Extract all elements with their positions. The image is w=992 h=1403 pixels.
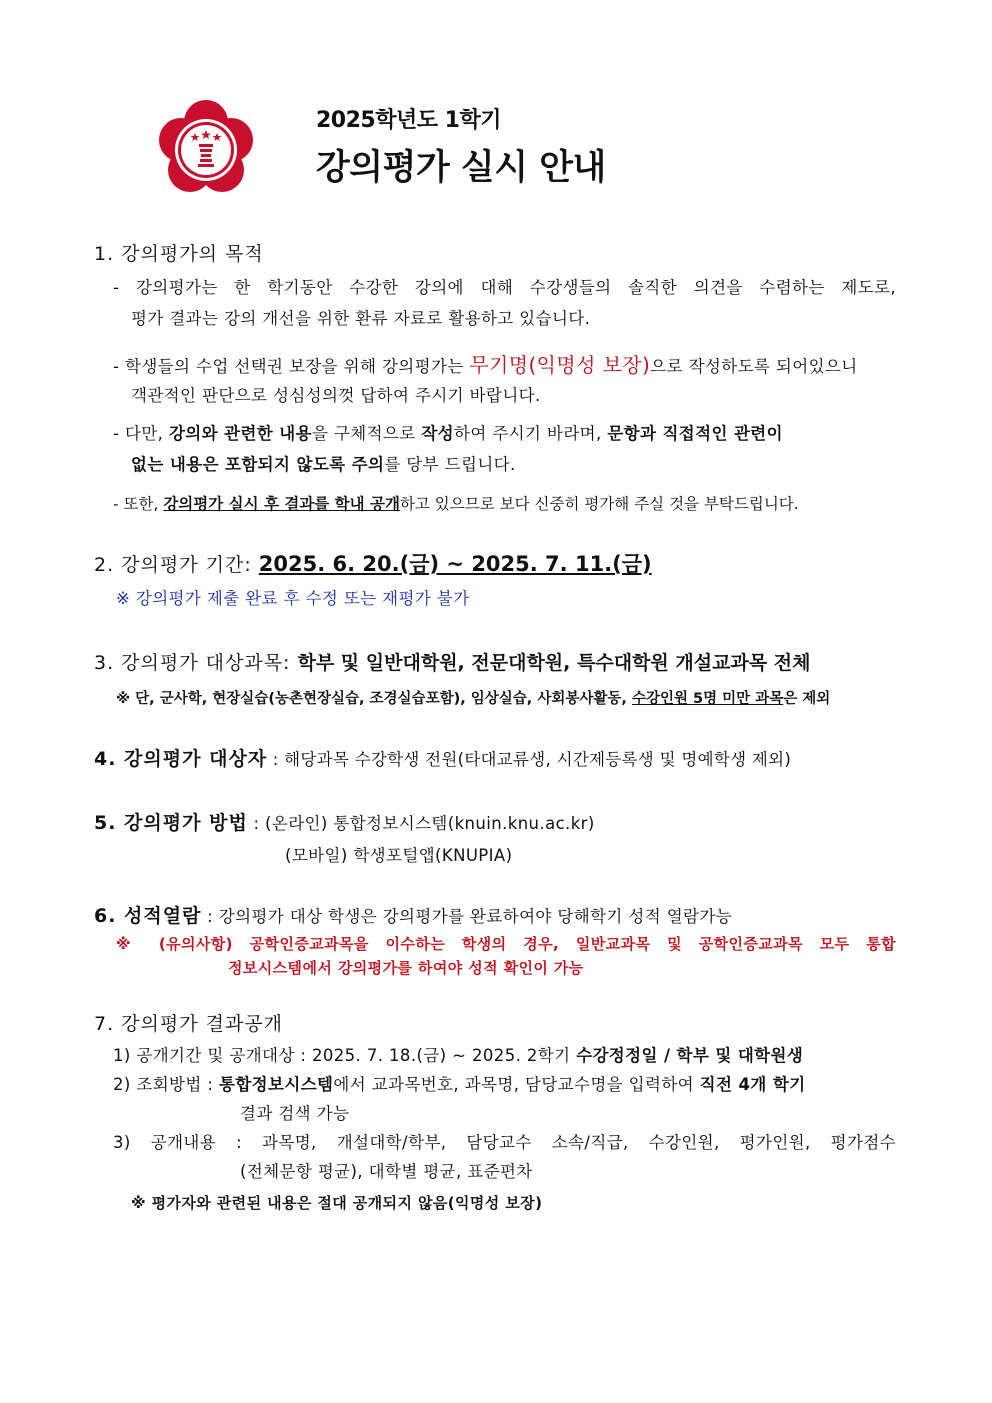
- s7-item-2-line-2: 결과 검색 가능: [240, 1104, 350, 1123]
- s1-bullet-2-line-1: - 학생들의 수업 선택권 보장을 위해 강의평가는 무기명(익명성 보장)으로 작성하도록 되어있으니: [113, 353, 858, 377]
- section-6-heading: 6. 성적열람 : 강의평가 대상 학생은 강의평가를 완료하여야 당해학기 성적 열람가능: [94, 905, 733, 927]
- s7-note: ※ 평가자와 관련된 내용은 절대 공개되지 않음(익명성 보장): [131, 1194, 543, 1212]
- section-5-heading: 5. 강의평가 방법 : (온라인) 통합정보시스템(knuin.knu.ac.kr): [94, 812, 595, 834]
- section-7-heading: 7. 강의평가 결과공개: [94, 1013, 284, 1035]
- s1-bullet-4: - 또한, 강의평가 실시 후 결과를 학내 공개하고 있으므로 보다 신중히 평가해 주실 것을 부탁드립니다.: [113, 495, 799, 513]
- s5-line-2: (모바일) 학생포털앱(KNUPIA): [285, 846, 513, 865]
- section-1-heading: 1. 강의평가의 목적: [94, 243, 264, 265]
- section-2-heading: 2. 강의평가 기간: 2025. 6. 20.(금) ~ 2025. 7. 11.(금): [94, 552, 652, 576]
- s7-item-1: 1) 공개기간 및 공개대상 : 2025. 7. 18.(금) ~ 2025. 2학기 수강정정일 / 학부 및 대학원생: [113, 1046, 804, 1065]
- s3-note: ※ 단, 군사학, 현장실습(농촌현장실습, 조경실습포함), 임상실습, 사회봉사활동, 수강인원 5명 미만 과목은 제외: [116, 691, 831, 707]
- section-4-heading: 4. 강의평가 대상자 : 해당과목 수강학생 전원(타대교류생, 시간제등록생 및 명예학생 제외): [94, 748, 792, 770]
- s2-note: ※ 강의평가 제출 완료 후 수정 또는 재평가 불가: [116, 589, 470, 608]
- s1-bullet-1-line-2: 평가 결과는 강의 개선을 위한 환류 자료로 활용하고 있습니다.: [131, 309, 591, 328]
- s1-bullet-3-line-2: 없는 내용은 포함되지 않도록 주의를 당부 드립니다.: [131, 455, 516, 474]
- s7-item-3-line-1: 3) 공개내용 : 과목명, 개설대학/학부, 담당교수 소속/직급, 수강인원, 평가인원, 평가점수: [113, 1133, 896, 1152]
- university-emblem-icon: [158, 100, 254, 196]
- section-3-heading: 3. 강의평가 대상과목: 학부 및 일반대학원, 전문대학원, 특수대학원 개설교과목 전체: [94, 652, 811, 674]
- target-courses: 학부 및 일반대학원, 전문대학원, 특수대학원 개설교과목 전체: [297, 652, 811, 674]
- s1-bullet-2-line-2: 객관적인 판단으로 성심성의껏 답하여 주시기 바랍니다.: [131, 386, 541, 405]
- evaluation-period: 2025. 6. 20.(금) ~ 2025. 7. 11.(금): [258, 552, 652, 576]
- term-label: 2025학년도 1학기: [316, 108, 501, 133]
- s1-bullet-3-line-1: - 다만, 강의와 관련한 내용을 구체적으로 작성하여 주시기 바라며, 문항과 직접적인 관련이: [113, 424, 783, 443]
- s6-note-line-2: 정보시스템에서 강의평가를 하여야 성적 확인이 가능: [228, 959, 584, 977]
- s7-item-2-line-1: 2) 조회방법 : 통합정보시스템에서 교과목번호, 과목명, 담당교수명을 입력하여 직전 4개 학기: [113, 1075, 806, 1094]
- s1-bullet-1-line-1: - 강의평가는 한 학기동안 수강한 강의에 대해 수강생들의 솔직한 의견을 수렴하는 제도로,: [113, 278, 896, 297]
- s6-note-line-1: ※ (유의사항) 공학인증교과목을 이수하는 학생의 경우, 일반교과목 및 공학인증교과목 모두 통합: [116, 935, 896, 953]
- anonymous-notice: 무기명(익명성 보장): [469, 353, 651, 377]
- s7-item-3-line-2: (전체문항 평균), 대학별 평균, 표준편차: [240, 1162, 533, 1181]
- page-title: 강의평가 실시 안내: [316, 148, 606, 188]
